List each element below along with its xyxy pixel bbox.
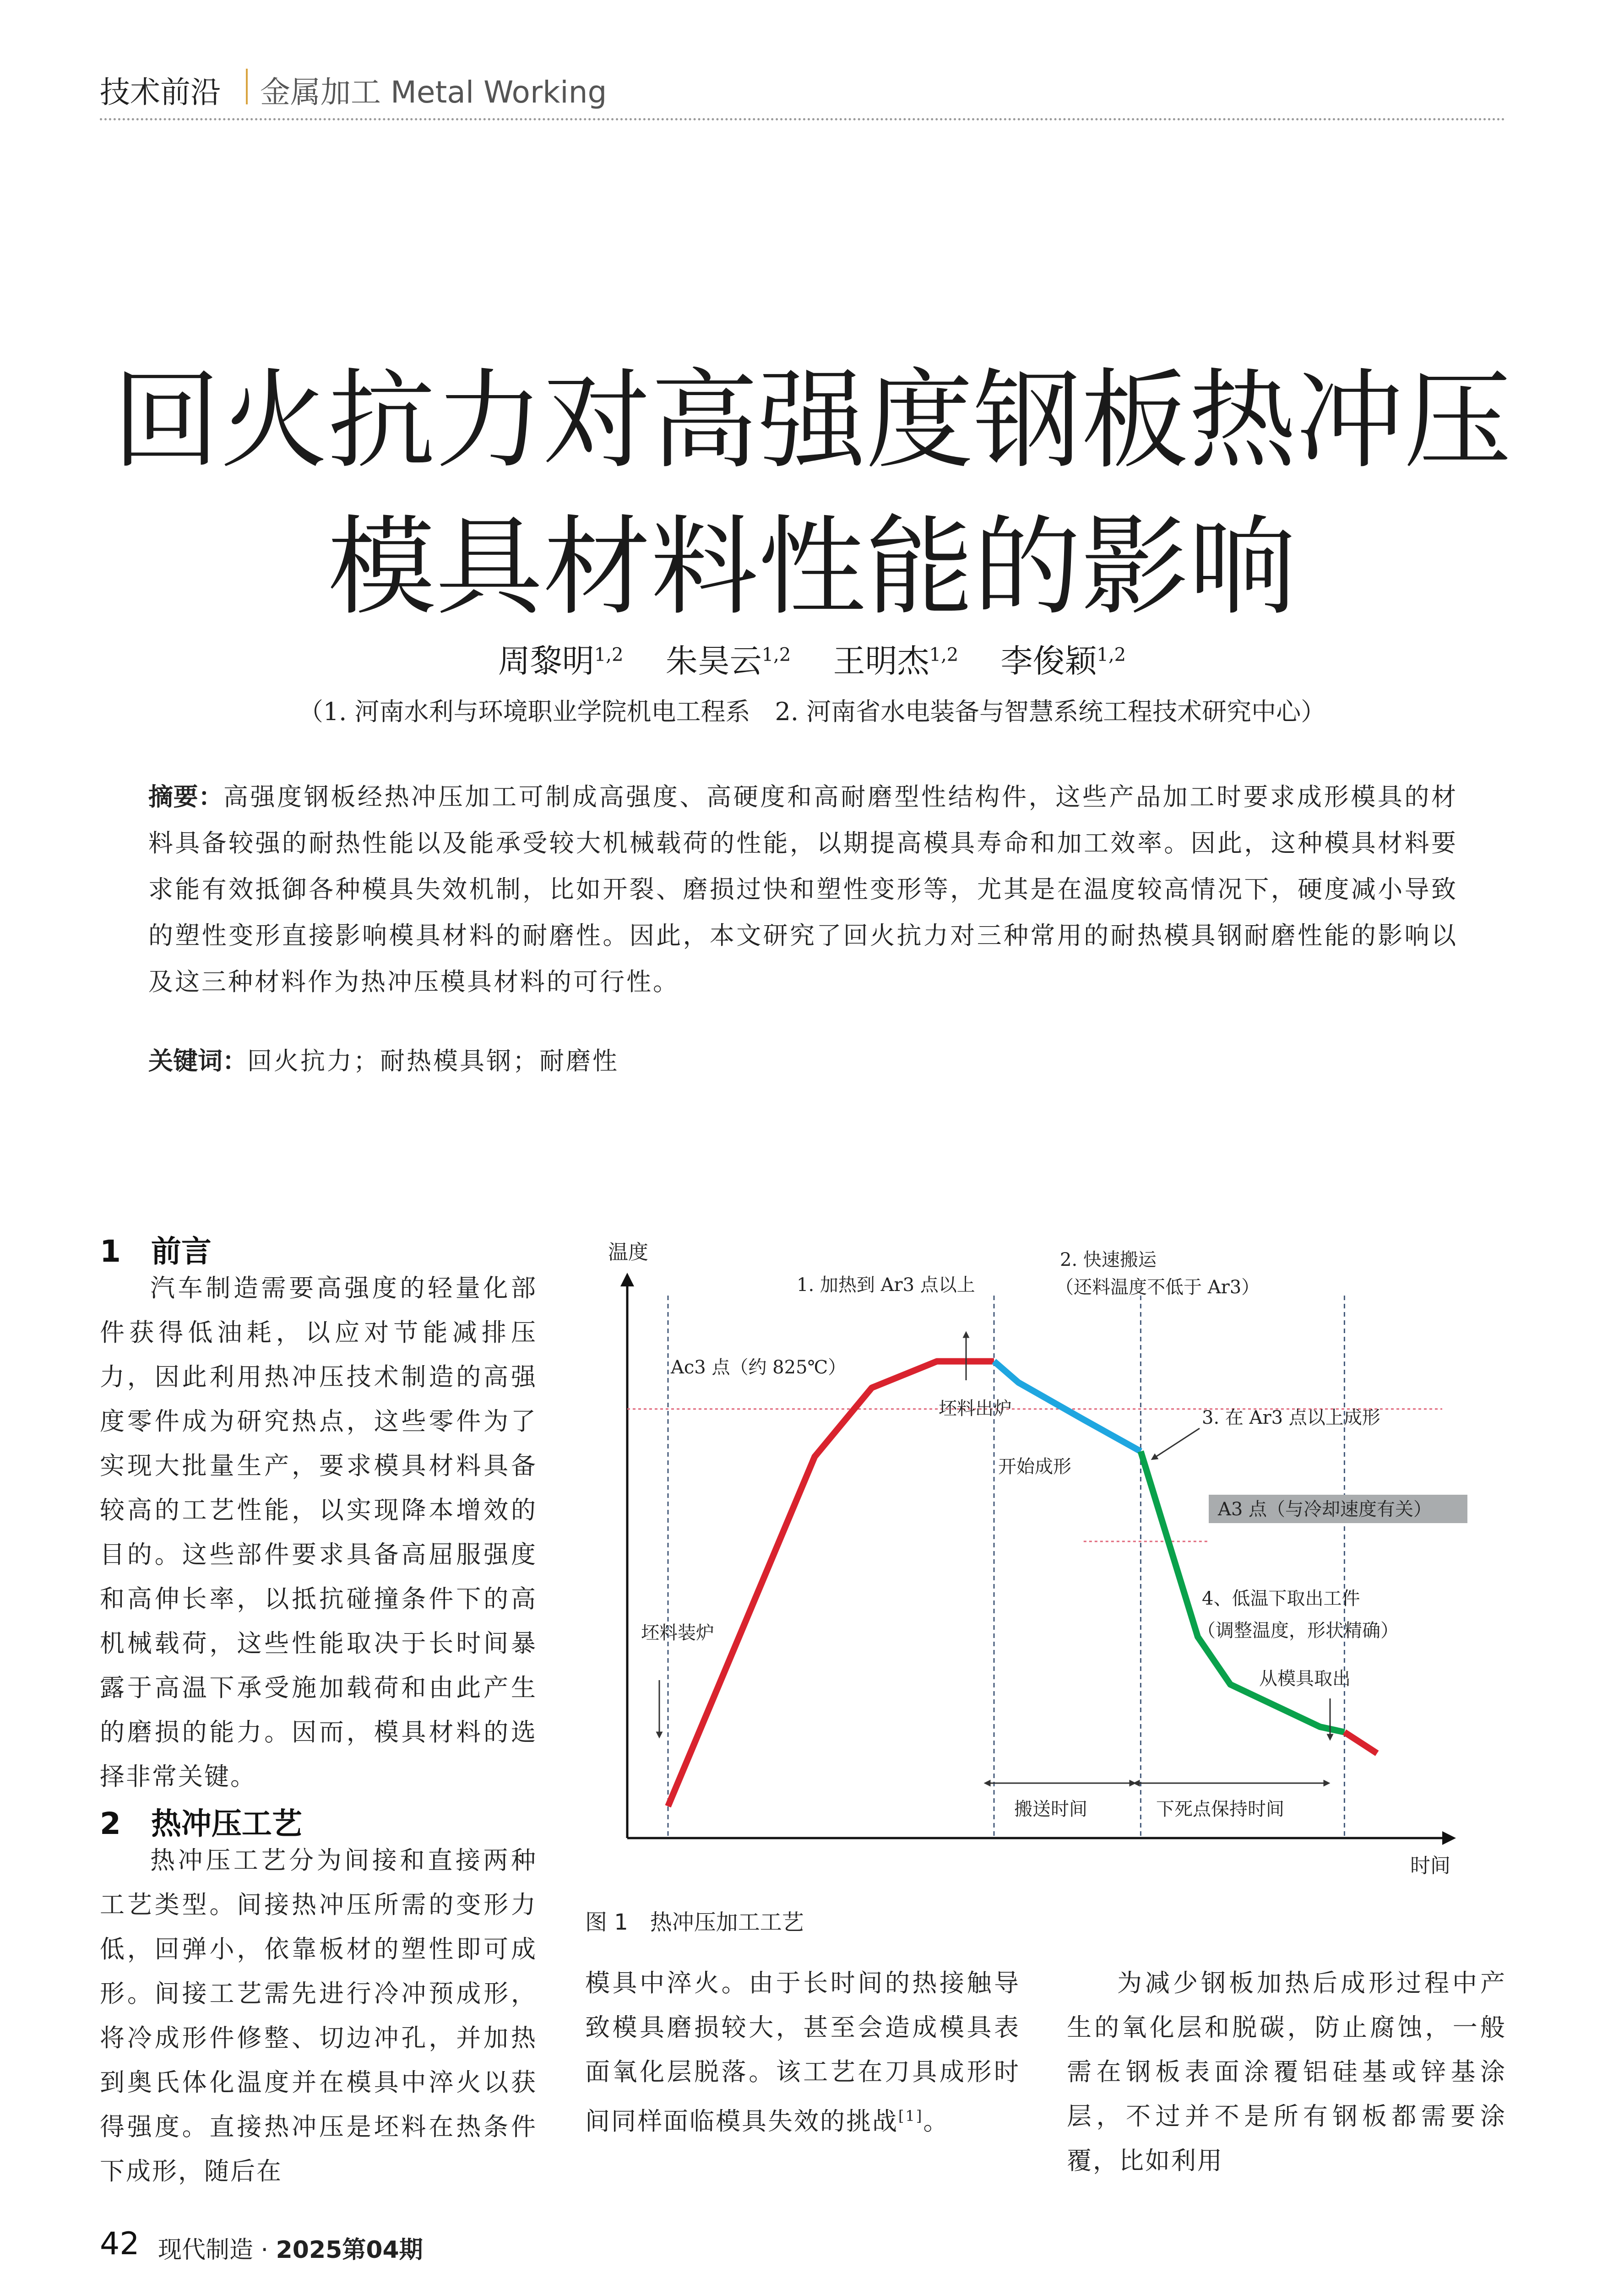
abstract-label: 摘要： bbox=[148, 782, 223, 811]
author: 周黎明 bbox=[498, 642, 594, 680]
author: 王明杰 bbox=[833, 642, 929, 680]
series-取出 bbox=[1344, 1732, 1377, 1753]
author: 朱昊云 bbox=[665, 642, 762, 680]
middle-column-text: 模具中淬火。由于长时间的热接触导致模具磨损较大，甚至会造成模具表面氧化层脱落。该工艺在刀具成形时间同样面临模具失效的挑战 bbox=[585, 1969, 1020, 2136]
affiliation: （1. 河南水利与环境职业学院机电工程系 2. 河南省水电装备与智慧系统工程技术研究中心） bbox=[298, 697, 1326, 726]
section-1-paragraph: 汽车制造需要高强度的轻量化部件获得低油耗，以应对节能减排压力，因此利用热冲压技术制造的高强度零件成为研究热点，这些零件为了实现大批量生产，要求模具材料具备较高的工艺性能，以实现降本增效的目的。这些部件要求具备高屈服强度和高伸长率，以抵抗碰撞条件下的高机械载荷，这些性能取决于长时间暴露于高温下承受施加载荷和由此产生的磨损的能力。因而，模具材料的选择非常关键。 bbox=[100, 1274, 537, 1791]
header-separator bbox=[246, 69, 248, 104]
hot-stamping-process-chart bbox=[581, 1227, 1511, 1895]
keywords bbox=[148, 1041, 1458, 1077]
annotation-transfer-note: （还料温度不低于 Ar3） bbox=[1055, 1277, 1260, 1298]
annotation-ac3: Ac3 点（约 825℃） bbox=[671, 1357, 847, 1378]
annotation-forming: 3. 在 Ar3 点以上成形 bbox=[1202, 1407, 1380, 1428]
annotation-remove-note: （调整温度，形状精确） bbox=[1197, 1620, 1399, 1641]
annotation-transfer-time: 搬送时间 bbox=[1014, 1799, 1087, 1820]
annotation-start-forming: 开始成形 bbox=[998, 1456, 1071, 1477]
annotation-a3: A3 点（与冷却速度有关） bbox=[1218, 1499, 1432, 1520]
author-list bbox=[0, 635, 1624, 682]
journal-issue bbox=[158, 2230, 423, 2265]
page-number: 42 bbox=[100, 2226, 140, 2262]
abstract-text: 高强度钢板经热冲压加工可制成高强度、高硬度和高耐磨型性结构件，这些产品加工时要求成形模具的材料具备较强的耐热性能以及能承受较大机械载荷的性能，以期提高模具寿命和加工效率。因此，这种模具材料要求能有效抵御各种模具失效机制，比如开裂、磨损过快和塑性变形等，尤其是在温度较高情况下，硬度减小导致的塑性变形直接影响模具材料的耐磨性。因此，本文研究了回火抗力对三种常用的耐热模具钢耐磨性能的影响以及这三种材料作为热冲压模具材料的可行性。 bbox=[148, 782, 1458, 996]
abstract bbox=[148, 774, 1458, 1005]
right-column-paragraph: 为减少钢板加热后成形过程中产生的氧化层和脱碳，防止腐蚀，一般需在钢板表面涂覆铝硅基或锌基涂层，不过并不是所有钢板都需要涂覆，比如利用 bbox=[1067, 1969, 1506, 2175]
article-title bbox=[0, 348, 1624, 641]
figure-caption: 图 1 热冲压加工工艺 bbox=[585, 1909, 804, 1935]
annotation-remove-cold: 4、低温下取出工件 bbox=[1202, 1588, 1360, 1609]
header-section: 技术前沿 bbox=[100, 75, 221, 110]
issue-number: 2025第04期 bbox=[276, 2236, 423, 2264]
series-加热 bbox=[668, 1361, 994, 1806]
author-affil-sup: 1,2 bbox=[1097, 644, 1126, 666]
keywords-label: 关键词： bbox=[148, 1047, 247, 1075]
annotation-heating: 1. 加热到 Ar3 点以上 bbox=[797, 1275, 975, 1296]
journal-name: 现代制造 · bbox=[158, 2236, 269, 2264]
middle-column-end: 。 bbox=[923, 2107, 950, 2136]
series-搬运 bbox=[994, 1361, 1141, 1452]
annotation-take-out: 从模具取出 bbox=[1259, 1668, 1351, 1689]
annotation-transfer: 2. 快速搬运 bbox=[1060, 1249, 1157, 1270]
section-2-heading: 2 热冲压工艺 bbox=[100, 1806, 302, 1841]
author: 李俊颖 bbox=[1000, 642, 1097, 680]
section-1-heading: 1 前言 bbox=[100, 1234, 212, 1269]
keywords-text: 回火抗力；耐热模具钢；耐磨性 bbox=[247, 1047, 619, 1075]
annotation-hold-time: 下死点保持时间 bbox=[1156, 1799, 1284, 1820]
x-axis-label: 时间 bbox=[1410, 1854, 1450, 1877]
author-affil-sup: 1,2 bbox=[594, 644, 624, 666]
title-line-2: 模具材料性能的影响 bbox=[328, 505, 1296, 630]
citation: [1] bbox=[898, 2107, 923, 2125]
header-rule bbox=[100, 118, 1505, 120]
annotation-blank-out: 坯料出炉 bbox=[939, 1398, 1012, 1419]
form-arrow bbox=[1154, 1428, 1200, 1458]
y-axis-label: 温度 bbox=[608, 1241, 648, 1264]
header-column: 金属加工 Metal Working bbox=[260, 75, 607, 110]
section-2-paragraph: 热冲压工艺分为间接和直接两种工艺类型。间接热冲压所需的变形力低，回弹小，依靠板材的塑性即可成形。间接工艺需先进行冷冲预成形，将冷成形件修整、切边冲孔，并加热到奥氏体化温度并在模具中淬火以获得强度。直接热冲压是坯料在热条件下成形，随后在 bbox=[100, 1846, 537, 2186]
title-line-1: 回火抗力对高强度钢板热冲压 bbox=[113, 358, 1511, 483]
annotation-load: 坯料装炉 bbox=[641, 1622, 714, 1644]
author-affil-sup: 1,2 bbox=[929, 644, 959, 666]
author-affil-sup: 1,2 bbox=[761, 644, 791, 666]
middle-column-paragraph bbox=[585, 1961, 1020, 2143]
